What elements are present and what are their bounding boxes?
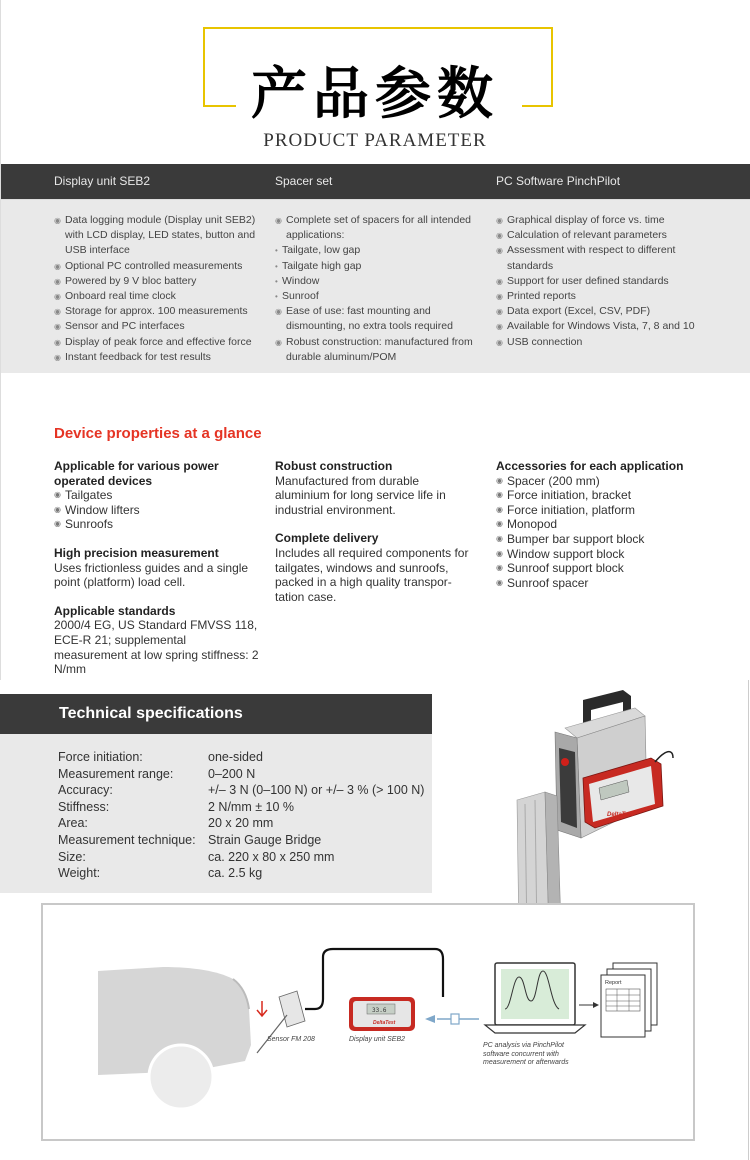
usb-arrow-icon [425,1015,435,1023]
robust-text: Manufactured from durable aluminium for long service life in industrial environment. [275,473,446,517]
spec-value: one-sided [208,750,263,764]
delivery-text: Includes all required components for tailgates, windows and sunroofs, packed in a high quality transpor-tation case. [275,545,469,604]
properties-col-1 [54,459,259,691]
display-reading: 33.6 [372,1007,387,1014]
feature-item: • Sunroof [275,289,475,304]
properties-col-2 [275,459,475,618]
spec-label: Area: [58,816,88,831]
page-title-en: PRODUCT PARAMETER [263,130,487,151]
feature-item: ◉ Ease of use: fast mounting and dismounting, no extra tools required [275,304,475,334]
list-item: ◉ Tailgates [54,488,259,503]
precision-text: Uses frictionless guides and a single point (platform) load cell. [54,560,249,590]
feature-item: ◉ Support for user defined standards [496,274,696,289]
spec-label: Measurement range: [58,766,174,781]
display-unit-cable [655,752,673,762]
properties-title: Device properties at a glance [54,425,262,442]
feature-item: ◉ Sensor and PC interfaces [54,319,259,334]
delivery-title: Complete delivery [275,531,379,546]
product-table-body [0,199,750,373]
spec-label: Measurement technique: [58,832,196,847]
feature-item: ◉ Calculation of relevant parameters [496,228,696,243]
spec-label: Force initiation: [58,750,143,764]
pc-software-features [496,213,696,350]
feature-item: ◉ Onboard real time clock [54,289,259,304]
spec-row [58,865,424,882]
feature-item: ◉ Data export (Excel, CSV, PDF) [496,304,696,319]
feature-item: ◉ Graphical display of force vs. time [496,213,696,228]
page-title-cn: 产品参数 [251,61,499,127]
display-brand: DeltaTest [373,1020,396,1026]
spec-label: Size: [58,849,86,864]
feature-item: ◉ Display of peak force and effective force [54,335,259,350]
spec-label: Stiffness: [58,799,110,814]
applicable-devices-list [54,488,259,532]
feature-item: ◉ Data logging module (Display unit SEB2) with LCD display, LED states, button and USB interface [54,213,259,259]
spec-row [58,799,424,816]
properties-col-3 [496,459,716,604]
list-item: ◉ Monopod [496,517,716,532]
display-unit-features [54,213,259,365]
spec-label: Accuracy: [58,783,113,798]
list-item: ◉ Sunroof spacer [496,576,716,591]
list-item: ◉ Sunroof support block [496,561,716,576]
feature-item: ◉ Optional PC controlled measurements [54,259,259,274]
list-item: ◉ Force initiation, bracket [496,488,716,503]
sensor-body [279,991,305,1027]
list-item: ◉ Spacer (200 mm) [496,474,716,489]
car-wheel [149,1045,213,1109]
feature-item: ◉ Powered by 9 V bloc battery [54,274,259,289]
spec-row [58,782,424,799]
standards-text: 2000/4 EG, US Standard FMVSS 118, ECE-R 21; supplemental measurement at low spring stiffness: 2 N/mm [54,618,259,677]
accessories-title: Accessories for each application [496,459,684,473]
spacer-set-features [275,213,475,365]
feature-item: ◉ Complete set of spacers for all intended applications: [275,213,475,243]
spec-row [58,815,424,832]
applicable-devices-title: Applicable for various power operated devices [54,459,219,488]
diagram-drawing [43,905,697,1143]
spec-value: Strain Gauge Bridge [208,832,322,847]
measurement-setup-diagram [41,903,695,1141]
accessories-list [496,474,716,591]
feature-item: • Tailgate high gap [275,259,475,274]
spec-value: +/– 3 N (0–100 N) or +/– 3 % (> 100 N) [208,783,425,798]
pc-analysis-label: PC analysis via PinchPilot software concurrent with measurement or afterwards [483,1042,569,1066]
right-edge-line [748,680,749,1160]
laptop-base [485,1025,585,1033]
tech-spec-table [58,749,424,882]
sensor-label: Sensor FM 208 [267,1036,315,1043]
spec-label: Weight: [58,866,101,881]
precision-title: High precision measurement [54,545,219,560]
spec-value: 20 x 20 mm [208,816,274,831]
feature-item: ◉ USB connection [496,335,696,350]
robust-title: Robust construction [275,459,393,473]
list-item: ◉ Window support block [496,547,716,562]
standards-title: Applicable standards [54,603,176,618]
header-pc-software: PC Software PinchPilot [496,174,621,188]
display-label: Display unit SEB2 [349,1036,406,1043]
feature-item: ◉ Assessment with respect to different standards [496,243,696,273]
device-red-knob [561,758,569,766]
spec-row [58,832,424,849]
feature-item: ◉ Printed reports [496,289,696,304]
spec-value: 0–200 N [208,766,256,781]
header-spacer-set: Spacer set [275,174,333,188]
feature-item: ◉ Available for Windows Vista, 7, 8 and 10 [496,319,696,334]
product-table-header [0,164,750,199]
feature-item: • Window [275,274,475,289]
feature-item: • Tailgate, low gap [275,243,475,258]
list-item: ◉ Sunroofs [54,517,259,532]
list-item: ◉ Bumper bar support block [496,532,716,547]
header-display-unit: Display unit SEB2 [54,174,151,188]
spec-row [58,849,424,866]
feature-item: ◉ Robust construction: manufactured from durable aluminum/POM [275,335,475,365]
spec-row [58,766,424,783]
sensor-arm [257,1015,287,1053]
spec-row [58,749,424,766]
force-arrow-icon [257,1001,267,1016]
feature-item: ◉ Instant feedback for test results [54,350,259,365]
feature-item: ◉ Storage for approx. 100 measurements [54,304,259,319]
report-label: Report [605,980,622,986]
display-unit-brand: DeltaTest [607,812,634,818]
spec-value: 2 N/mm ± 10 % [208,799,295,814]
left-edge-line [0,0,1,680]
tech-spec-header [0,694,432,734]
spec-value: ca. 220 x 80 x 250 mm [208,849,335,864]
list-item: ◉ Window lifters [54,503,259,518]
usb-plug-icon [451,1014,459,1024]
print-arrow-icon [593,1002,599,1008]
list-item: ◉ Force initiation, platform [496,503,716,518]
tech-spec-title: Technical specifications [59,705,243,722]
spec-value: ca. 2.5 kg [208,866,263,881]
